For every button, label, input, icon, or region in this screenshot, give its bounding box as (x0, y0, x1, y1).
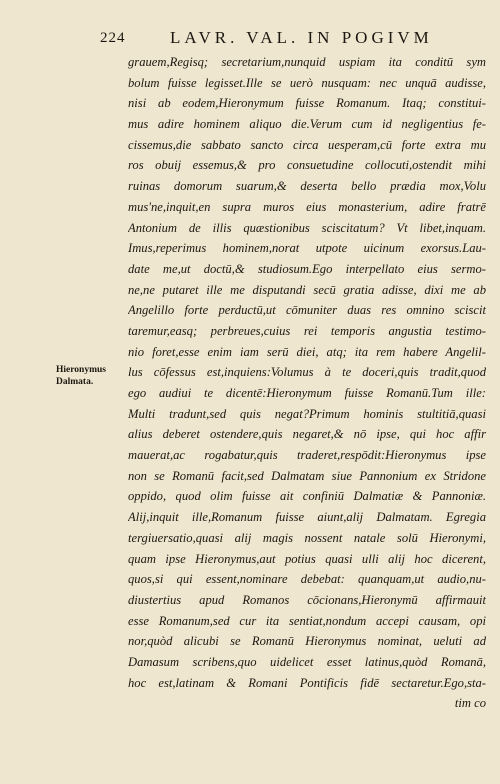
text-line: mus'ne,inquit,en supra muros eius monasterium, adire fratrē (128, 199, 486, 214)
text-line: mus adire hominem aliquo die.Verum cum id negligentius fe- (128, 117, 486, 132)
marginal-note-line: Dalmata. (56, 377, 94, 387)
text-line: diustertius apud Romanos cōcionans,Hieronymū affirmauit (128, 592, 486, 607)
text-line: taremur,easq; perbreues,cuius rei temporis angustia testimo- (128, 323, 486, 338)
text-line: mauerat,ac rogabatur,quis traderet,respōdit:Hieronymus ipse (128, 448, 486, 463)
page-number: 224 (100, 30, 126, 46)
text-line: nisi ab eodem,Hieronymum fuisse Romanum. Itaq; constitui- (128, 96, 486, 111)
text-block (128, 52, 486, 714)
text-line: grauem,Regisq; secretarium,nunquid uspiam ita conditū sym (128, 55, 486, 69)
running-title: LAVR. VAL. IN POGIVM (170, 28, 433, 47)
text-line: nor,quòd alicubi se Romanū Hieronymus nominat, ueluti ad (128, 634, 486, 649)
text-line: Damasum scribens,quo uidelicet esset latinus,quòd Romanā, (128, 654, 486, 669)
text-line: ros obuij essemus,& pro consuetudine collocuti,ostendit mihi (128, 158, 486, 173)
text-line: alius deberet ostendere,quis negaret,& nō ipse, qui hoc affir (128, 427, 486, 442)
text-line: Angelillo forte perductū,ut cōmuniter duas res omnino sciscit (128, 303, 486, 318)
marginal-note-line: Hieronymus (56, 365, 106, 375)
text-line: date me,ut doctū,& studiosum.Ego interpellato eius sermo- (128, 261, 486, 276)
text-line: cissemus,die sabbato sancto circa uesperam,cū forte extra mu (128, 137, 486, 152)
text-line: Multi tradunt,sed quis negat?Primum hominis stultitiā,quasi (128, 406, 486, 421)
catchword: tim co (454, 696, 486, 711)
text-line: ego audiui te dicentē:Hieronymum fuisse Romanū.Tum ille: (128, 386, 486, 400)
text-line: lus cōfessus est,inquiens:Volumus à te doceri,quis tradit,quod (128, 365, 486, 380)
text-line: hoc est,latinam & Romani Pontificis fidē sectaretur.Ego,sta- (128, 675, 486, 690)
text-line: ruinas domorum suarum,& deserta bello prædia mox,Volu (128, 179, 486, 194)
text-line: nio foret,esse enim iam serū diei, atq; ita rem habere Angelil- (128, 344, 486, 359)
text-line: bolum fuisse legisset.Ille se uerò nusquam: nec unquā audisse, (128, 75, 486, 90)
text-line: Imus,reperimus hominem,norat utpote uicinum exorsus.Lau- (128, 241, 486, 256)
text-line: ne,ne putaret ille me disputandi secū gratia adisse, dixi me ab (128, 282, 486, 297)
marginal-note (56, 364, 128, 388)
text-line: tergiuersatio,quasi alij magis nossent natale solū Hieronymi, (128, 530, 486, 545)
text-line: esse Romanum,sed cur ita sentiat,nondum accepi causam, opi (128, 613, 486, 628)
running-header (0, 28, 500, 50)
text-line: quam ipse Hieronymus,aut potius quasi ulli alij hoc dicerent, (128, 551, 486, 566)
text-line: quos,si qui essent,nominare debebat: quanquam,ut audio,nu- (128, 572, 486, 587)
text-line: non se Romanū facit,sed Dalmatam siue Pannonium ex Stridone (128, 468, 486, 483)
text-line: Antonium de illis quæstionibus sciscitatum? Vt libet,inquam. (128, 220, 486, 235)
text-line: oppido, quod olim fuisse ait confiniū Dalmatiæ & Pannoniæ. (128, 489, 486, 504)
text-line: Alij,inquit ille,Romanum fuisse aiunt,alij Dalmatam. Egregia (128, 510, 486, 525)
